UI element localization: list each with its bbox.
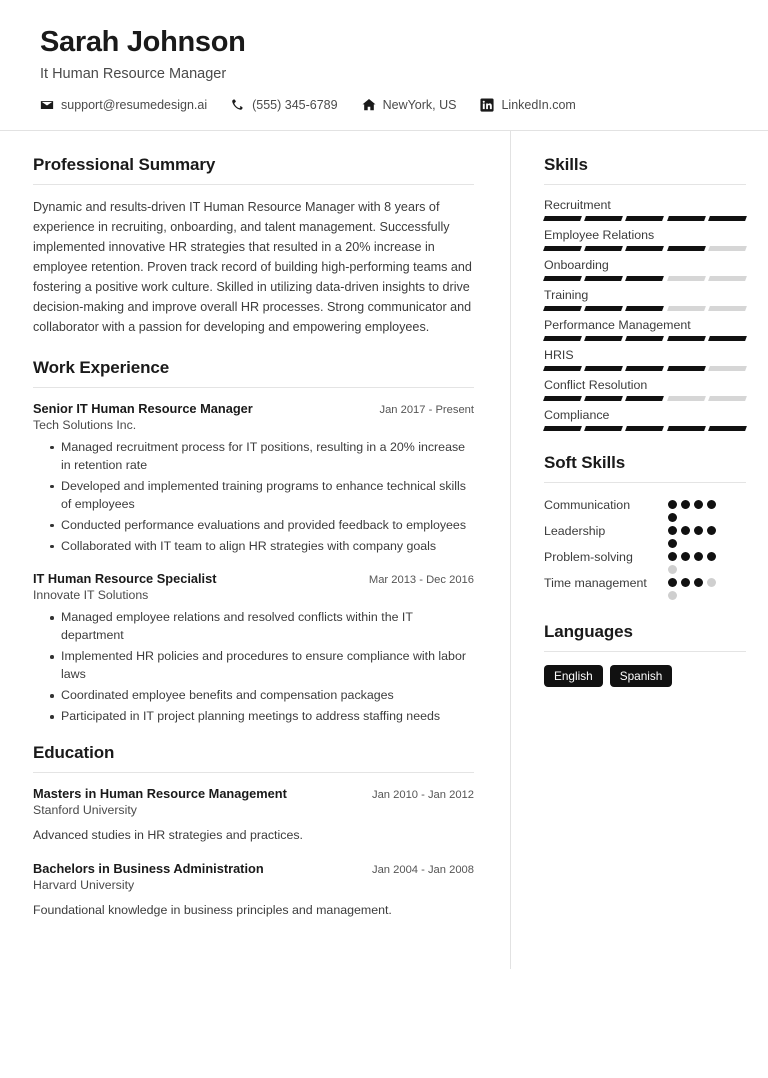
soft-skill-dot [668, 591, 677, 600]
skill-segment [584, 396, 623, 401]
skill-segment [625, 336, 664, 341]
skill-level-bar [544, 366, 746, 371]
skill-segment [667, 216, 706, 221]
soft-skill-dot [668, 552, 677, 561]
skill-segment [625, 276, 664, 281]
soft-skill-dot [694, 500, 703, 509]
entry-date: Jan 2004 - Jan 2008 [371, 864, 474, 876]
soft-skill-dot [694, 578, 703, 587]
entry-organization: Stanford University [33, 803, 137, 818]
skill-row [544, 288, 746, 311]
skill-segment [708, 366, 747, 371]
contact-location[interactable] [362, 98, 457, 112]
section-heading-experience: Work Experience [33, 357, 170, 377]
phone-icon [231, 98, 245, 112]
skill-segment [667, 246, 706, 251]
skill-segment [708, 426, 747, 431]
section-education [33, 743, 474, 919]
skill-level-bar [544, 396, 746, 401]
entry-organization: Tech Solutions Inc. [33, 417, 137, 432]
soft-skill-dot [694, 526, 703, 535]
skill-segment [708, 306, 747, 311]
envelope-icon [40, 98, 54, 112]
soft-skill-name: Leadership [544, 524, 606, 539]
skill-row [544, 318, 746, 341]
entry-organization: Innovate IT Solutions [33, 588, 149, 603]
skill-row [544, 198, 746, 221]
contact-location-text: NewYork, US [382, 98, 457, 113]
skill-segment [667, 306, 706, 311]
list-item: Implemented HR policies and procedures to ensure compliance with labor laws [50, 648, 474, 684]
skill-segment [625, 306, 664, 311]
contact-phone[interactable] [231, 98, 337, 112]
skill-segment [708, 216, 747, 221]
soft-skill-dot [668, 513, 677, 522]
soft-skill-dots [668, 548, 724, 574]
contact-email-text: support@resumedesign.ai [61, 98, 208, 113]
entry-organization: Harvard University [33, 878, 135, 892]
skill-level-bar [544, 216, 746, 221]
skill-segment [584, 306, 623, 311]
soft-skill-dot [707, 500, 716, 509]
soft-skill-row [544, 522, 746, 548]
entry-date: Jan 2010 - Jan 2012 [371, 789, 474, 802]
skill-name: Recruitment [544, 198, 611, 213]
soft-skill-name: Problem-solving [544, 550, 633, 565]
section-languages [544, 622, 746, 687]
skill-segment [584, 366, 623, 371]
skill-segment [543, 366, 582, 371]
list-item: Participated in IT project planning meetings to address staffing needs [50, 708, 474, 726]
soft-skill-row [544, 574, 746, 600]
list-item: Collaborated with IT team to align HR strategies with company goals [50, 538, 474, 556]
skill-row [544, 408, 746, 431]
entry-title: IT Human Resource Specialist [33, 571, 217, 587]
skill-segment [625, 396, 664, 401]
job-title: It Human Resource Manager [40, 66, 227, 83]
soft-skill-dot [694, 552, 703, 561]
list-item: Developed and implemented training programs to enhance technical skills of employees [50, 478, 474, 514]
skill-segment [708, 336, 747, 341]
main-column [0, 131, 510, 969]
language-badge: English [544, 665, 603, 687]
skill-row [544, 228, 746, 251]
skill-segment [543, 246, 582, 251]
soft-skill-name: Communication [544, 498, 631, 513]
skill-segment [584, 216, 623, 221]
entry-title: Masters in Human Resource Management [33, 786, 287, 802]
skill-segment [543, 276, 582, 281]
soft-skill-dot [668, 578, 677, 587]
skill-level-bar [544, 336, 746, 341]
soft-skill-dot [707, 578, 716, 587]
section-rule [544, 651, 746, 652]
skill-row [544, 348, 746, 371]
section-rule [544, 482, 746, 483]
summary-text: Dynamic and results-driven IT Human Resource Manager with 8 years of experience in recruiting, onboarding, and talent management. Successfully implemented innovative HR strategies that resulted in a 20% increase in employee retention. Proven track record of building high-performing teams and fostering a positive work culture. Skilled in utilizing data-driven insights to drive decision-making and improve overall HR processes. Strong communicator and collaborator with a passion for developing and empowering employees. [33, 200, 472, 334]
contact-email[interactable] [40, 98, 207, 112]
skill-segment [625, 366, 664, 371]
section-heading-soft-skills: Soft Skills [544, 453, 626, 473]
skills-list [544, 198, 746, 431]
section-heading-summary: Professional Summary [33, 155, 216, 175]
page-title: Sarah Johnson [40, 26, 246, 58]
skill-segment [584, 426, 623, 431]
soft-skill-dot [681, 552, 690, 561]
contact-linkedin[interactable] [480, 98, 575, 112]
soft-skill-row [544, 548, 746, 574]
entry-description: Foundational knowledge in business principles and management. [33, 903, 392, 917]
soft-skills-list [544, 496, 746, 600]
section-rule [33, 387, 474, 388]
skill-segment [667, 396, 706, 401]
skill-segment [543, 336, 582, 341]
skill-name: Compliance [544, 408, 610, 423]
soft-skill-dot [681, 578, 690, 587]
entry-header [33, 571, 474, 586]
skill-level-bar [544, 306, 746, 311]
skill-level-bar [544, 426, 746, 431]
list-item: Coordinated employee benefits and compensation packages [50, 687, 474, 705]
list-item: Conducted performance evaluations and provided feedback to employees [50, 517, 474, 535]
skill-name: Performance Management [544, 318, 691, 333]
soft-skill-name: Time management [544, 576, 647, 591]
skill-segment [584, 336, 623, 341]
soft-skill-dot [681, 526, 690, 535]
skill-segment [543, 426, 582, 431]
skill-segment [667, 426, 706, 431]
education-entry [33, 786, 474, 845]
skill-segment [667, 336, 706, 341]
contact-linkedin-text: LinkedIn.com [501, 98, 576, 113]
skill-name: Conflict Resolution [544, 378, 648, 393]
skill-level-bar [544, 276, 746, 281]
soft-skill-dot [668, 539, 677, 548]
soft-skill-dot [707, 552, 716, 561]
section-skills [544, 155, 746, 431]
skill-segment [625, 246, 664, 251]
entry-date: Mar 2013 - Dec 2016 [368, 574, 474, 587]
sidebar-column [510, 131, 768, 969]
skill-name: Training [544, 288, 589, 303]
soft-skill-dot [668, 565, 677, 574]
skill-name: Onboarding [544, 258, 609, 273]
soft-skill-dots [668, 574, 724, 600]
skill-name: HRIS [544, 348, 574, 363]
skill-segment [708, 276, 747, 281]
section-professional-summary [33, 155, 474, 337]
section-rule [33, 184, 474, 185]
section-heading-languages: Languages [544, 622, 633, 642]
skill-name: Employee Relations [544, 228, 655, 243]
soft-skill-dot [668, 526, 677, 535]
soft-skill-dots [668, 496, 724, 522]
section-rule [544, 184, 746, 185]
soft-skill-dots [668, 522, 724, 548]
section-heading-skills: Skills [544, 155, 588, 175]
section-work-experience [33, 358, 474, 727]
skill-row [544, 258, 746, 281]
soft-skill-row [544, 496, 746, 522]
list-item: Managed recruitment process for IT positions, resulting in a 20% increase in retention rate [50, 439, 474, 475]
list-item: Managed employee relations and resolved conflicts within the IT department [50, 609, 474, 645]
language-badge: Spanish [610, 665, 673, 687]
entry-title: Senior IT Human Resource Manager [33, 400, 253, 416]
soft-skill-dot [707, 526, 716, 535]
experience-entry [33, 571, 474, 726]
contact-phone-text: (555) 345-6789 [252, 98, 338, 113]
entry-bullets [33, 439, 474, 556]
skill-segment [708, 246, 747, 251]
entry-bullets [33, 609, 474, 726]
skill-segment [543, 396, 582, 401]
education-entry [33, 861, 474, 920]
languages-list [544, 665, 746, 687]
skill-level-bar [544, 246, 746, 251]
skill-segment [625, 216, 664, 221]
contact-row [40, 98, 728, 112]
home-icon [362, 98, 376, 112]
soft-skill-dot [681, 500, 690, 509]
skill-segment [584, 246, 623, 251]
entry-description: Advanced studies in HR strategies and practices. [33, 828, 303, 843]
skill-segment [625, 426, 664, 431]
resume-header [0, 0, 768, 131]
entry-header [33, 401, 474, 416]
section-heading-education: Education [33, 743, 115, 763]
entry-header [33, 861, 474, 876]
skill-segment [708, 396, 747, 401]
entry-date: Jan 2017 - Present [379, 403, 474, 416]
section-soft-skills [544, 453, 746, 600]
skill-segment [667, 276, 706, 281]
section-rule [33, 772, 474, 773]
skill-segment [543, 216, 582, 221]
skill-row [544, 378, 746, 401]
skill-segment [543, 306, 582, 311]
soft-skill-dot [668, 500, 677, 509]
entry-title: Bachelors in Business Administration [33, 861, 264, 876]
linkedin-icon [480, 98, 494, 112]
entry-header [33, 786, 474, 801]
experience-entry [33, 401, 474, 556]
resume-body [0, 131, 768, 969]
skill-segment [584, 276, 623, 281]
skill-segment [667, 366, 706, 371]
